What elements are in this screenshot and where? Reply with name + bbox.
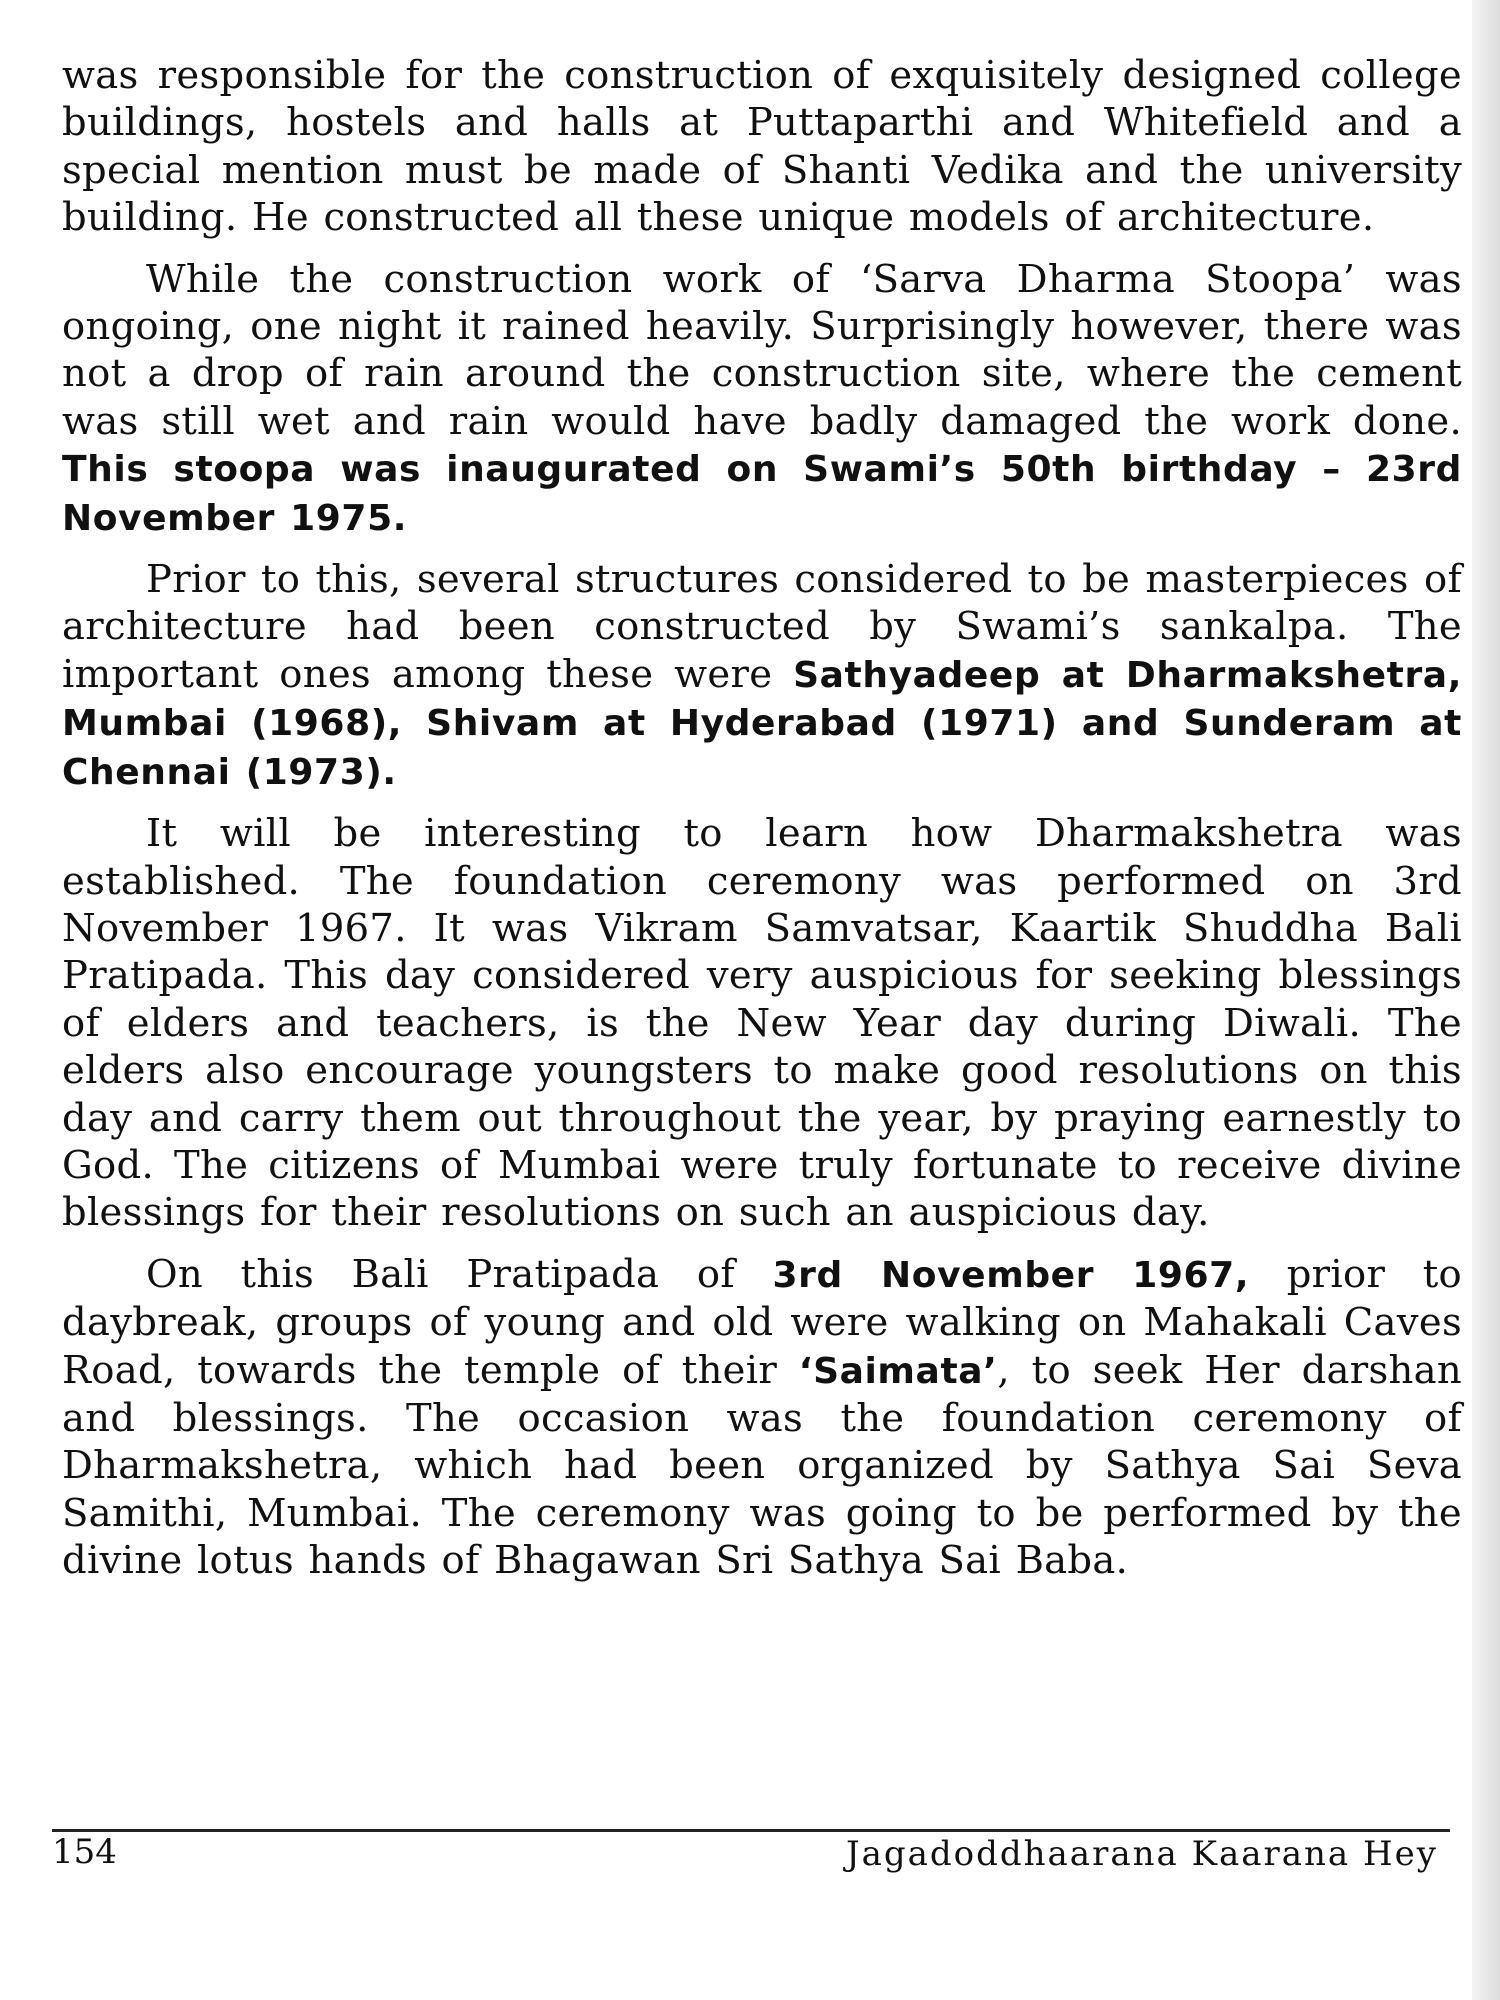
paragraph-text: , to seek Her darshan and blessings. The occasion was the foundation ceremony of Dharmakshetra, which had been organized by Sathya Sai Seva Samithi, Mumbai. The ceremony was going to be performed by the divine lotus hands of Bhagawan Sri Sathya Sai Baba. (62, 1347, 1462, 1584)
paragraph-text: It will be interesting to learn how Dharmakshetra was established. The foundation ceremony was performed on 3rd November 1967. It was Vikram Samvatsar, Kaartik Shuddha Bali Pratipada. This day considered very auspicious for seeking blessings of elders and teachers, is the New Year day during Diwali. The elders also encourage youngsters to make good resolutions on this day and carry them out throughout the year, by praying earnestly to God. The citizens of Mumbai were truly fortunate to receive divine blessings for their resolutions on such an auspicious day. (62, 811, 1462, 1236)
bold-foundation-date: 3rd November 1967, (772, 1254, 1250, 1296)
bold-inauguration-date: This stoopa was inaugurated on Swami’s 50th birthday – 23rd November 1975. (62, 449, 1462, 539)
page-footer (52, 1832, 1450, 1880)
paragraph-text: While the construction work of ‘Sarva Dharma Stoopa’ was ongoing, one night it rained heavily. Surprisingly however, there was not a drop of rain around the construction site, where the cement was still wet and rain would have badly damaged the work done. (62, 256, 1462, 444)
bold-structures-list: Sathyadeep at Dharmakshetra, Mumbai (1968), Shivam at Hyderabad (1971) and Sunderam at Chennai (1973). (62, 654, 1462, 793)
book-page-body (62, 52, 1462, 1585)
paragraph-sarva-dharma-stoopa (62, 256, 1462, 542)
running-title: Jagadoddhaarana Kaarana Hey (845, 1834, 1438, 1874)
paragraph-text: Prior to this, several structures considered to be masterpieces of architecture had been constructed by Swami’s sankalpa. The important ones among these were (62, 557, 1462, 697)
paragraph-text: prior to daybreak, groups of young and old were walking on Mahakali Caves Road, towards the temple of their (62, 1251, 1462, 1393)
paragraph-bali-pratipada (62, 1251, 1462, 1585)
page-edge-shadow (1472, 0, 1500, 2000)
paragraph-architecture-masterpieces (62, 556, 1462, 796)
paragraph-text: was responsible for the construction of exquisitely designed college buildings, hostels and halls at Puttaparthi and Whitefield and a special mention must be made of Shanti Vedika and the university building. He constructed all these unique models of architecture. (62, 53, 1462, 241)
paragraph-construction-credits (62, 52, 1462, 242)
page-number: 154 (52, 1832, 117, 1872)
paragraph-text: On this Bali Pratipada of (146, 1251, 773, 1297)
paragraph-dharmakshetra-established (62, 810, 1462, 1237)
bold-saimata: ‘Saimata’ (798, 1350, 998, 1392)
